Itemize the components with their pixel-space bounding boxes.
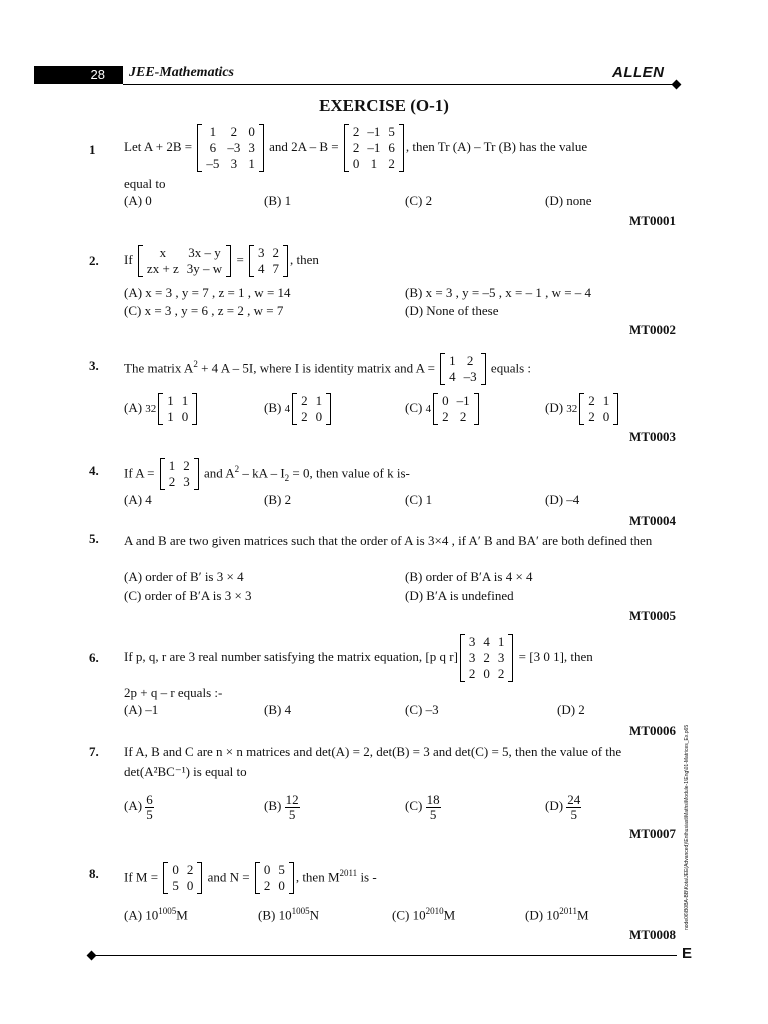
q3-option-d: (D) 32 2 1 2 0 [545,388,620,429]
q1-code: MT0001 [629,213,676,228]
q5-option-b: (B) order of B′A is 4 × 4 [405,569,533,584]
q8-option-a: (A) $10^{1005}M$ [124,906,188,923]
q8-option-d: (D) $10^{2011}M$ [525,906,589,923]
q1-option-a: (A) 0 [124,193,152,208]
footer-letter: E [682,945,693,962]
q7-stem-line1: If A, B and C are n × n matrices and det(A) = 2, det(B) = 3 and det(C) = 5, then the value of the [124,744,622,759]
q3-option-b: (B) 4 2 1 2 0 [264,388,333,429]
q2-matrix-1: x 3x – y zx + z 3y – w [138,245,231,277]
q8-matrix-n: 0 5 2 0 [255,862,294,894]
q6-option-a: (A) –1 [124,702,159,717]
q1-matrix-1: 1 2 0 6 –3 3 –5 3 1 [197,124,264,172]
q1-option-c: (C) 2 [405,193,433,208]
side-file-path: node06\B0BA-BB\Kota\JEE(Advanced)\Enthusiast\Maths\Module-1\Eng\01-Matrices_Ex.p65 [684,724,690,930]
q2-option-b: (B) x = 3 , y = –5 , x = – 1 , w = – 4 [405,285,592,300]
q6-stem: If p, q, r are 3 real number satisfying the matrix equation, [p q r] 3 4 1 3 2 3 2 0 2 = [3 0 1], then [124,634,593,682]
q7-stem-line2: det(A²BC⁻¹) is equal to [124,764,247,779]
q3-code: MT0003 [629,429,676,444]
q5-stem: A and B are two given matrices such that the order of A is 3×4 , if A′ B and BA′ are both defined then [124,533,653,548]
q3-option-a: (A) 32 1 1 1 0 [124,388,199,429]
q1-option-b: (B) 1 [264,193,292,208]
q8-stem: If M = 0 2 5 0 and N = 0 5 2 0 , then $M^{2011}$ is - [124,862,377,894]
page-number: 28 [90,67,105,82]
brand-logo: ALLEN [612,64,665,81]
footer-rule [92,955,677,956]
q7-option-d: (D) $\frac{24}{5}$ [545,791,581,822]
q3-number: 3. [89,358,99,373]
q5-code: MT0005 [629,608,676,623]
q4-stem: If A = 1 2 2 3 and $A^2$ – kA – $I_2 = 0$, then value of k is- [124,458,410,490]
q5-number: 5. [89,531,99,546]
q2-option-c: (C) x = 3 , y = 6 , z = 2 , w = 7 [124,303,284,318]
q2-stem: If x 3x – y zx + z 3y – w = 3 2 4 7 , then [124,245,319,277]
q4-number: 4. [89,463,99,478]
q8-option-c: (C) $10^{2010}M$ [392,906,456,923]
q7-number: 7. [89,744,99,759]
q3-stem: The matrix $A^2 + 4$ A – 5I, where I is identity matrix and A = 1 2 4 –3 equals : [124,353,531,385]
exercise-title: EXERCISE (O-1) [319,96,449,115]
q7-option-b: (B) $\frac{12}{5}$ [264,791,299,822]
q6-number: 6. [89,650,99,665]
q4-option-b: (B) 2 [264,492,292,507]
q2-code: MT0002 [629,322,676,337]
q5-option-a: (A) order of B′ is 3 × 4 [124,569,244,584]
q8-code: MT0008 [629,927,676,942]
q1-option-d: (D) none [545,193,592,208]
q7-code: MT0007 [629,826,676,841]
q7-option-c: (C) $\frac{18}{5}$ [405,791,440,822]
q4-option-d: (D) –4 [545,492,580,507]
q3-option-c: (C) 4 0 –1 2 2 [405,388,481,429]
q3-matrix: 1 2 4 –3 [440,353,486,385]
q2-option-d: (D) None of these [405,303,499,318]
q6-option-d: (D) 2 [557,702,585,717]
q6-option-b: (B) 4 [264,702,292,717]
q1-stem: Let A + 2B = 1 2 0 6 –3 3 –5 3 1 and 2A – B = 2 –1 5 2 –1 6 0 1 2 , then Tr (A) – Tr (B) has the value [124,124,588,172]
book-title: JEE-Mathematics [129,65,235,80]
q1-matrix-2: 2 –1 5 2 –1 6 0 1 2 [344,124,404,172]
q5-option-d: (D) B′A is undefined [405,588,514,603]
q6-stem-cont: 2p + q – r equals :- [124,685,223,700]
q4-option-c: (C) 1 [405,492,433,507]
q2-matrix-2: 3 2 4 7 [249,245,288,277]
q2-number: 2. [89,253,99,268]
q7-option-a: (A) $\frac{6}{5}$ [124,791,153,822]
q1-stem-cont: equal to [124,176,166,191]
q2-option-a: (A) x = 3 , y = 7 , z = 1 , w = 14 [124,285,291,300]
q4-code: MT0004 [629,513,676,528]
q4-option-a: (A) 4 [124,492,152,507]
q8-number: 8. [89,866,99,881]
q6-option-c: (C) –3 [405,702,439,717]
header-diamond-icon [672,80,682,90]
q5-option-c: (C) order of B′A is 3 × 3 [124,588,252,603]
q8-matrix-m: 0 2 5 0 [163,862,202,894]
q8-option-b: (B) $10^{1005}N$ [258,906,319,923]
q4-matrix: 1 2 2 3 [160,458,199,490]
q6-code: MT0006 [629,723,676,738]
q6-matrix: 3 4 1 3 2 3 2 0 2 [460,634,514,682]
q1-number: 1 [89,142,96,157]
header-rule [123,84,678,85]
